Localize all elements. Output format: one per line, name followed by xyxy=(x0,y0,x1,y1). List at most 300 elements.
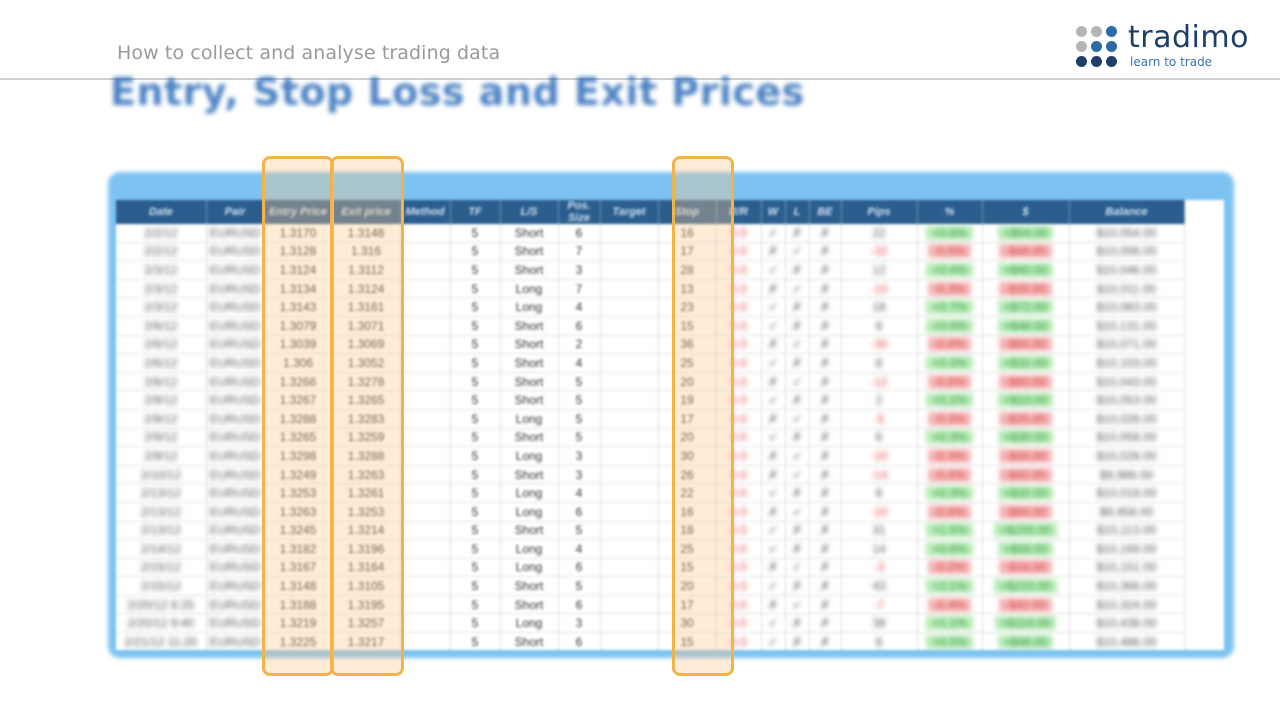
table-cell: ✓ xyxy=(785,279,809,298)
loss-chip: -$42.00 xyxy=(999,598,1052,612)
table-cell: -32 xyxy=(841,242,917,261)
table-cell: 0.0 xyxy=(716,521,761,540)
table-cell: Long xyxy=(500,447,558,466)
column-header: % xyxy=(917,200,982,224)
table-cell: 1.3257 xyxy=(332,614,400,633)
table-cell: $10,011.00 xyxy=(1069,279,1184,298)
table-cell xyxy=(600,242,658,261)
table-cell xyxy=(600,409,658,428)
table-cell: ✗ xyxy=(785,577,809,596)
gain-chip: +$114.00 xyxy=(995,616,1057,630)
table-cell xyxy=(400,298,450,317)
loss-chip: -$60.00 xyxy=(999,337,1052,351)
table-cell: EURUSD xyxy=(206,633,264,650)
table-cell: ✓ xyxy=(761,261,785,280)
table-cell: ✗ xyxy=(761,595,785,614)
table-cell xyxy=(982,614,1069,633)
table-cell: ✓ xyxy=(785,242,809,261)
table-cell: 2/9/12 xyxy=(116,428,206,447)
table-cell: ✓ xyxy=(761,540,785,559)
table-cell xyxy=(917,447,982,466)
table-cell xyxy=(982,354,1069,373)
gain-chip: +$48.00 xyxy=(998,635,1054,649)
logo-dots-icon xyxy=(1076,26,1120,70)
column-header: Exit price xyxy=(332,200,400,224)
table-cell: 5 xyxy=(450,633,500,650)
table-cell xyxy=(600,335,658,354)
table-cell: Short xyxy=(500,261,558,280)
table-cell: 3 xyxy=(558,261,600,280)
table-cell xyxy=(600,502,658,521)
table-cell: Short xyxy=(500,633,558,650)
table-cell: 6 xyxy=(558,595,600,614)
table-cell: Short xyxy=(500,335,558,354)
logo-name: tradimo xyxy=(1128,20,1249,55)
gain-chip: +$32.00 xyxy=(998,486,1054,500)
table-cell: 0.0 xyxy=(716,577,761,596)
table-cell: -10 xyxy=(841,447,917,466)
table-cell: 1.3182 xyxy=(264,540,332,559)
table-cell: Short xyxy=(500,224,558,242)
table-cell: ✓ xyxy=(761,354,785,373)
table-cell xyxy=(917,279,982,298)
table-cell xyxy=(600,224,658,242)
table-cell xyxy=(982,558,1069,577)
logo-tagline: learn to trade xyxy=(1130,55,1213,69)
table-cell: 1.3298 xyxy=(264,447,332,466)
table-cell: ✗ xyxy=(785,428,809,447)
table-cell: ✓ xyxy=(785,558,809,577)
table-cell: 25 xyxy=(658,354,716,373)
table-cell: ✗ xyxy=(809,409,841,428)
table-cell: 0.0 xyxy=(716,391,761,410)
table-cell: ✓ xyxy=(785,465,809,484)
table-cell: 5 xyxy=(450,558,500,577)
table-cell: ✓ xyxy=(785,335,809,354)
table-cell: Short xyxy=(500,428,558,447)
table-cell xyxy=(600,633,658,650)
table-cell: 1.3188 xyxy=(264,595,332,614)
gain-chip: +0.8% xyxy=(926,226,972,240)
table-cell: ✗ xyxy=(809,614,841,633)
table-cell xyxy=(600,558,658,577)
table-cell xyxy=(400,447,450,466)
table-cell: $10,054.00 xyxy=(1069,224,1184,242)
table-cell: 38 xyxy=(841,614,917,633)
table-cell: EURUSD xyxy=(206,224,264,242)
table-cell xyxy=(600,279,658,298)
table-cell: ✗ xyxy=(809,316,841,335)
table-cell xyxy=(400,409,450,428)
column-header: Date xyxy=(116,200,206,224)
column-header: L/S xyxy=(500,200,558,224)
table-cell: 1.3265 xyxy=(332,391,400,410)
table-cell: Long xyxy=(500,614,558,633)
table-cell: EURUSD xyxy=(206,298,264,317)
table-cell: ✗ xyxy=(809,335,841,354)
table-cell: Short xyxy=(500,595,558,614)
table-cell: 1.3167 xyxy=(264,558,332,577)
table-cell: 5 xyxy=(450,242,500,261)
column-header: Pos. Size xyxy=(558,200,600,224)
table-cell: ✗ xyxy=(809,502,841,521)
table-cell: 5 xyxy=(450,428,500,447)
table-cell: ✓ xyxy=(785,409,809,428)
table-cell: ✗ xyxy=(809,261,841,280)
table-cell: 1.3112 xyxy=(332,261,400,280)
table-cell xyxy=(400,558,450,577)
table-cell: 8 xyxy=(841,484,917,503)
loss-chip: -$35.00 xyxy=(999,282,1052,296)
column-header: L xyxy=(785,200,809,224)
table-cell xyxy=(600,354,658,373)
table-cell: ✗ xyxy=(785,224,809,242)
table-cell: $10,438.00 xyxy=(1069,614,1184,633)
gain-chip: +0.7% xyxy=(926,300,972,314)
table-cell: EURUSD xyxy=(206,502,264,521)
table-cell: ✓ xyxy=(785,502,809,521)
gain-chip: +0.3% xyxy=(926,430,972,444)
table-cell: 2/3/12 xyxy=(116,279,206,298)
gain-chip: +0.4% xyxy=(926,319,972,333)
table-cell: 1.3261 xyxy=(332,484,400,503)
table-cell: $10,053.00 xyxy=(1069,391,1184,410)
column-header: Pair xyxy=(206,200,264,224)
table-cell: ✗ xyxy=(761,372,785,391)
table-cell xyxy=(600,595,658,614)
table-cell xyxy=(600,521,658,540)
table-cell xyxy=(917,521,982,540)
table-cell: ✗ xyxy=(785,261,809,280)
table-cell xyxy=(982,484,1069,503)
table-cell: 0.0 xyxy=(716,484,761,503)
stop-column-highlight xyxy=(672,156,734,676)
table-cell: 1.3124 xyxy=(264,261,332,280)
table-cell: 5 xyxy=(450,335,500,354)
table-cell: 1.3164 xyxy=(332,558,400,577)
table-cell: $9,958.00 xyxy=(1069,502,1184,521)
table-cell: $10,366.00 xyxy=(1069,577,1184,596)
table-cell: 2/6/12 xyxy=(116,354,206,373)
table-cell: 6 xyxy=(558,224,600,242)
table-cell xyxy=(917,298,982,317)
table-cell: 5 xyxy=(450,447,500,466)
table-cell xyxy=(400,521,450,540)
table-cell: 15 xyxy=(658,633,716,650)
loss-chip: -0.3% xyxy=(928,449,971,463)
gain-chip: +$155.00 xyxy=(994,523,1056,537)
table-cell: 1.3196 xyxy=(332,540,400,559)
table-cell: 1.3267 xyxy=(264,391,332,410)
table-cell xyxy=(917,391,982,410)
table-cell: 17 xyxy=(658,242,716,261)
loss-chip: -0.6% xyxy=(928,375,971,389)
table-cell: 5 xyxy=(450,614,500,633)
table-cell: 1.3143 xyxy=(264,298,332,317)
table-cell xyxy=(982,372,1069,391)
table-cell: 2/13/12 xyxy=(116,521,206,540)
table-cell: ✗ xyxy=(761,279,785,298)
table-cell xyxy=(982,540,1069,559)
table-cell xyxy=(400,614,450,633)
column-header: Target xyxy=(600,200,658,224)
table-cell: Short xyxy=(500,577,558,596)
table-cell: $10,083.00 xyxy=(1069,298,1184,317)
loss-chip: -$60.00 xyxy=(999,375,1052,389)
table-cell: ✗ xyxy=(809,224,841,242)
table-cell xyxy=(400,633,450,650)
table-cell: 5 xyxy=(558,521,600,540)
gain-chip: +2.1% xyxy=(926,579,972,593)
lesson-subtitle: How to collect and analyse trading data xyxy=(117,42,501,64)
table-cell xyxy=(600,298,658,317)
table-cell: 2/13/12 xyxy=(116,484,206,503)
table-cell: 4 xyxy=(558,354,600,373)
table-cell: 23 xyxy=(658,298,716,317)
table-cell xyxy=(400,354,450,373)
table-cell: 1.3245 xyxy=(264,521,332,540)
table-cell: -10 xyxy=(841,502,917,521)
table-cell: 0.0 xyxy=(716,540,761,559)
table-cell xyxy=(917,261,982,280)
table-cell: 1.3039 xyxy=(264,335,332,354)
table-cell: 4 xyxy=(558,540,600,559)
table-cell: 1.3265 xyxy=(264,428,332,447)
table-cell xyxy=(982,316,1069,335)
table-cell: 1.316 xyxy=(332,242,400,261)
table-cell: 5 xyxy=(450,577,500,596)
table-cell: EURUSD xyxy=(206,577,264,596)
table-cell: Long xyxy=(500,558,558,577)
table-cell: 5 xyxy=(450,484,500,503)
table-cell: ✓ xyxy=(761,391,785,410)
column-header: W xyxy=(761,200,785,224)
gain-chip: +$215.00 xyxy=(994,579,1056,593)
table-cell xyxy=(982,465,1069,484)
table-cell: 0.0 xyxy=(716,279,761,298)
table-cell: Long xyxy=(500,540,558,559)
table-cell: 2/20/12 8:25 xyxy=(116,595,206,614)
column-header: Balance xyxy=(1069,200,1184,224)
gain-chip: +0.6% xyxy=(926,542,972,556)
table-cell: 17 xyxy=(658,595,716,614)
table-cell xyxy=(917,614,982,633)
table-cell: ✗ xyxy=(761,558,785,577)
table-cell: $9,986.00 xyxy=(1069,465,1184,484)
table-cell: 28 xyxy=(658,261,716,280)
table-cell: 2/15/12 xyxy=(116,577,206,596)
column-header: Pips xyxy=(841,200,917,224)
table-cell: ✓ xyxy=(761,484,785,503)
table-cell xyxy=(400,335,450,354)
table-cell: ✓ xyxy=(785,372,809,391)
table-cell: ✗ xyxy=(785,484,809,503)
table-cell: EURUSD xyxy=(206,372,264,391)
table-cell: 5 xyxy=(450,316,500,335)
table-cell xyxy=(917,224,982,242)
table-cell: 2/6/12 xyxy=(116,372,206,391)
table-cell xyxy=(400,502,450,521)
table-cell: 5 xyxy=(450,372,500,391)
table-cell xyxy=(982,428,1069,447)
table-cell: $10,071.00 xyxy=(1069,335,1184,354)
table-cell: 5 xyxy=(558,428,600,447)
table-cell: ✗ xyxy=(785,298,809,317)
table-cell xyxy=(982,224,1069,242)
table-cell xyxy=(917,372,982,391)
gain-chip: +$32.00 xyxy=(998,356,1054,370)
exit-price-highlight xyxy=(330,156,404,676)
table-cell: 1.3079 xyxy=(264,316,332,335)
table-cell xyxy=(400,484,450,503)
table-cell: $10,486.00 xyxy=(1069,633,1184,650)
table-cell: ✓ xyxy=(761,316,785,335)
table-cell: ✗ xyxy=(809,354,841,373)
table-cell xyxy=(600,540,658,559)
table-cell: 1.3124 xyxy=(332,279,400,298)
table-cell: 1.3253 xyxy=(332,502,400,521)
table-cell xyxy=(917,577,982,596)
table-cell: 2 xyxy=(841,391,917,410)
table-cell: -7 xyxy=(841,595,917,614)
table-cell xyxy=(400,577,450,596)
table-cell: ✗ xyxy=(809,633,841,650)
table-cell: 5 xyxy=(558,409,600,428)
table-cell: EURUSD xyxy=(206,409,264,428)
table-cell xyxy=(600,614,658,633)
table-cell: ✗ xyxy=(785,540,809,559)
table-cell: 1.3161 xyxy=(332,298,400,317)
table-cell: 1.3259 xyxy=(332,428,400,447)
table-cell: Long xyxy=(500,502,558,521)
table-cell xyxy=(400,391,450,410)
table-cell: ✗ xyxy=(809,558,841,577)
loss-chip: -0.6% xyxy=(928,337,971,351)
table-cell: EURUSD xyxy=(206,521,264,540)
table-cell: 5 xyxy=(450,391,500,410)
table-cell: ✗ xyxy=(785,633,809,650)
table-cell: ✓ xyxy=(761,298,785,317)
table-cell xyxy=(917,595,982,614)
table-cell: 0.0 xyxy=(716,354,761,373)
table-cell: ✗ xyxy=(809,298,841,317)
table-cell xyxy=(917,354,982,373)
gain-chip: +$72.00 xyxy=(998,300,1054,314)
table-cell xyxy=(982,242,1069,261)
gain-chip: +0.3% xyxy=(926,486,972,500)
table-cell: 12 xyxy=(841,261,917,280)
table-cell: 1.3128 xyxy=(264,242,332,261)
table-cell xyxy=(600,372,658,391)
table-cell: 1.3170 xyxy=(264,224,332,242)
table-cell: 2/15/12 xyxy=(116,558,206,577)
table-cell: 6 xyxy=(841,428,917,447)
table-cell: 2/13/12 xyxy=(116,502,206,521)
table-cell: ✗ xyxy=(761,447,785,466)
table-cell: Short xyxy=(500,242,558,261)
table-cell: ✓ xyxy=(761,224,785,242)
table-cell: -14 xyxy=(841,465,917,484)
table-cell xyxy=(917,502,982,521)
table-cell: ✓ xyxy=(761,428,785,447)
table-cell xyxy=(982,335,1069,354)
table-cell: 0.0 xyxy=(716,502,761,521)
table-cell: EURUSD xyxy=(206,484,264,503)
table-cell xyxy=(917,335,982,354)
table-cell xyxy=(917,558,982,577)
table-cell: 0.0 xyxy=(716,558,761,577)
table-cell: ✓ xyxy=(761,521,785,540)
table-cell: 7 xyxy=(558,242,600,261)
table-cell: 1.306 xyxy=(264,354,332,373)
table-cell xyxy=(982,447,1069,466)
column-header: Entry Price xyxy=(264,200,332,224)
table-cell: 0.0 xyxy=(716,224,761,242)
gain-chip: +0.5% xyxy=(926,635,972,649)
table-cell: ✓ xyxy=(761,633,785,650)
table-cell: 2/14/12 xyxy=(116,540,206,559)
table-cell: 5 xyxy=(450,595,500,614)
table-cell xyxy=(982,298,1069,317)
table-cell: ✗ xyxy=(785,354,809,373)
table-cell: $10,046.00 xyxy=(1069,261,1184,280)
table-cell: 8 xyxy=(841,633,917,650)
table-cell: 5 xyxy=(450,279,500,298)
column-header: Method xyxy=(400,200,450,224)
table-cell xyxy=(982,577,1069,596)
gain-chip: +0.3% xyxy=(926,356,972,370)
table-cell xyxy=(917,409,982,428)
table-cell: ✓ xyxy=(761,577,785,596)
table-cell: 0.0 xyxy=(716,316,761,335)
gain-chip: +1.1% xyxy=(926,616,972,630)
table-cell: EURUSD xyxy=(206,391,264,410)
table-cell: 3 xyxy=(558,465,600,484)
table-cell: 43 xyxy=(841,577,917,596)
table-cell: 5 xyxy=(450,409,500,428)
table-cell: 1.3148 xyxy=(332,224,400,242)
table-cell: 1.3134 xyxy=(264,279,332,298)
table-cell xyxy=(600,484,658,503)
table-cell: ✗ xyxy=(761,465,785,484)
gain-chip: +$54.00 xyxy=(998,226,1054,240)
table-cell xyxy=(600,261,658,280)
loss-chip: -0.2% xyxy=(928,560,971,574)
table-cell: 1.3266 xyxy=(264,372,332,391)
table-cell: 0.0 xyxy=(716,447,761,466)
table-cell: EURUSD xyxy=(206,558,264,577)
table-cell: 1.3225 xyxy=(264,633,332,650)
table-cell: ✗ xyxy=(761,502,785,521)
table-cell xyxy=(982,261,1069,280)
table-cell: 3 xyxy=(558,447,600,466)
column-header: BE xyxy=(809,200,841,224)
table-cell: Long xyxy=(500,298,558,317)
loss-chip: -0.3% xyxy=(928,412,971,426)
table-cell: 1.3253 xyxy=(264,484,332,503)
table-cell xyxy=(400,372,450,391)
table-cell: 31 xyxy=(841,521,917,540)
loss-chip: -$30.00 xyxy=(999,449,1052,463)
table-cell: $10,018.00 xyxy=(1069,484,1184,503)
table-cell: -30 xyxy=(841,335,917,354)
table-cell xyxy=(982,409,1069,428)
table-cell: ✗ xyxy=(809,242,841,261)
table-cell: $10,006.00 xyxy=(1069,242,1184,261)
entry-price-highlight xyxy=(262,156,334,676)
table-cell xyxy=(400,595,450,614)
table-cell: 14 xyxy=(841,540,917,559)
